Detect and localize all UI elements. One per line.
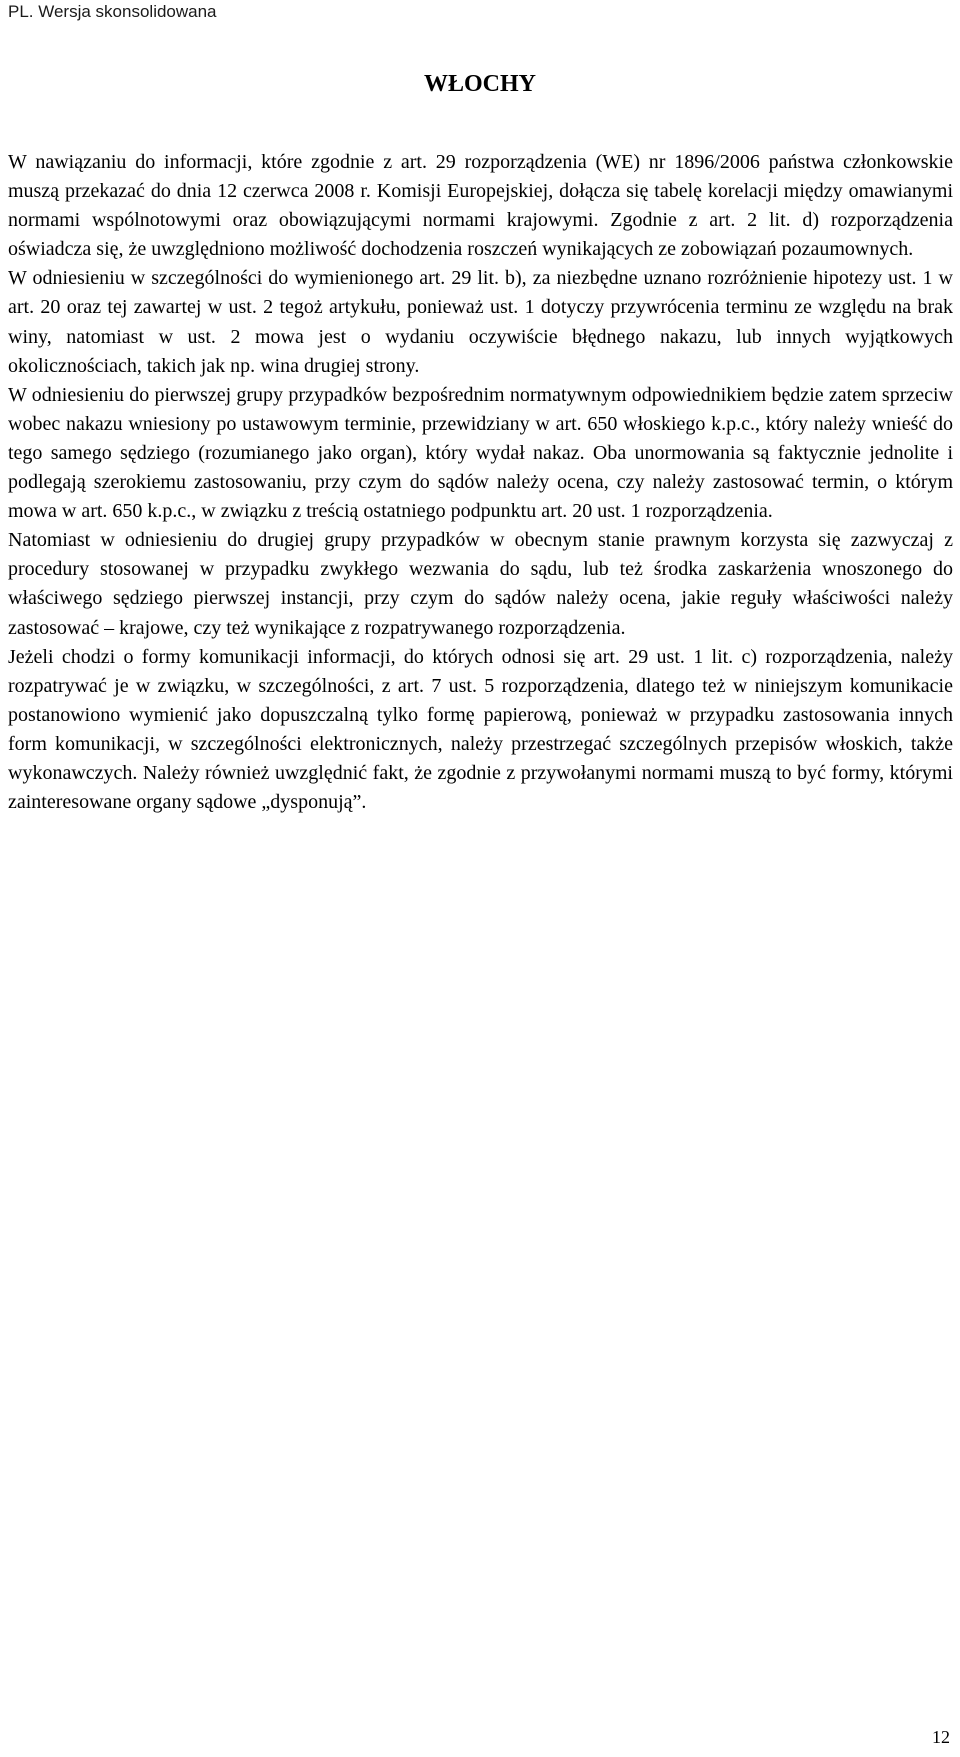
paragraph-3: W odniesieniu do pierwszej grupy przypadków bezpośrednim normatywnym odpowiednikiem będzie zatem sprzeciw wobec nakazu wniesiony po ustawowym terminie, przewidziany w art. 650 włoskiego k.p.c., który należy wnieść do tego samego sędziego (rozumianego jako organ), który wydał nakaz. Oba unormowania są faktycznie jednolite i podlegają szerokiemu zastosowaniu, przy czym do sądów należy ocena, czy należy zastosować termin, o którym mowa w art. 650 k.p.c., w związku z treścią ostatniego podpunktu art. 20 ust. 1 rozporządzenia. — [8, 383, 953, 523]
document-body — [8, 148, 953, 817]
document-header-label: PL. Wersja skonsolidowana — [8, 2, 217, 21]
paragraph-5: Jeżeli chodzi o formy komunikacji informacji, do których odnosi się art. 29 ust. 1 lit. c) rozporządzenia, należy rozpatrywać je w związku, w szczególności, z art. 7 ust. 5 rozporządzenia, dlatego też w niniejszym komunikacie postanowiono wymienić jako dopuszczalną tylko formę papierową, ponieważ w przypadku zastosowania innych form komunikacji, w szczególności elektronicznych, należy przestrzegać szczególnych przepisów włoskich, także wykonawczych. Należy również uwzględnić fakt, że zgodnie z przywołanymi normami muszą to być formy, którymi zainteresowane organy sądowe „dysponują”. — [8, 645, 953, 814]
page-number: 12 — [932, 1727, 950, 1747]
paragraph-4: Natomiast w odniesieniu do drugiej grupy przypadków w obecnym stanie prawnym korzysta się zazwyczaj z procedury stosowanej w przypadku zwykłego wezwania do sądu, lub też środka zaskarżenia wnoszonego do właściwego sędziego pierwszej instancji, przy czym do sądów należy ocena, jakie reguły właściwości należy zastosować – krajowe, czy też wynikające z rozpatrywanego rozporządzenia. — [8, 529, 953, 639]
paragraph-2: W odniesieniu w szczególności do wymienionego art. 29 lit. b), za niezbędne uznano rozróżnienie hipotezy ust. 1 w art. 20 oraz tej zawartej w ust. 2 tegoż artykułu, ponieważ ust. 1 dotyczy przywrócenia terminu ze względu na brak winy, natomiast w ust. 2 mowa jest o wydaniu oczywiście błędnego nakazu, lub innych wyjątkowych okolicznościach, takich jak np. wina drugiej strony. — [8, 267, 953, 377]
page-title: WŁOCHY — [423, 71, 536, 97]
paragraph-1: W nawiązaniu do informacji, które zgodnie z art. 29 rozporządzenia (WE) nr 1896/2006 państwa członkowskie muszą przekazać do dnia 12 czerwca 2008 r. Komisji Europejskiej, dołącza się tabelę korelacji między omawianymi normami wspólnotowymi oraz obowiązującymi normami krajowymi. Zgodnie z art. 2 lit. d) rozporządzenia oświadcza się, że uwzględniono możliwość dochodzenia roszczeń wynikających ze zobowiązań pozaumownych. — [8, 151, 953, 261]
